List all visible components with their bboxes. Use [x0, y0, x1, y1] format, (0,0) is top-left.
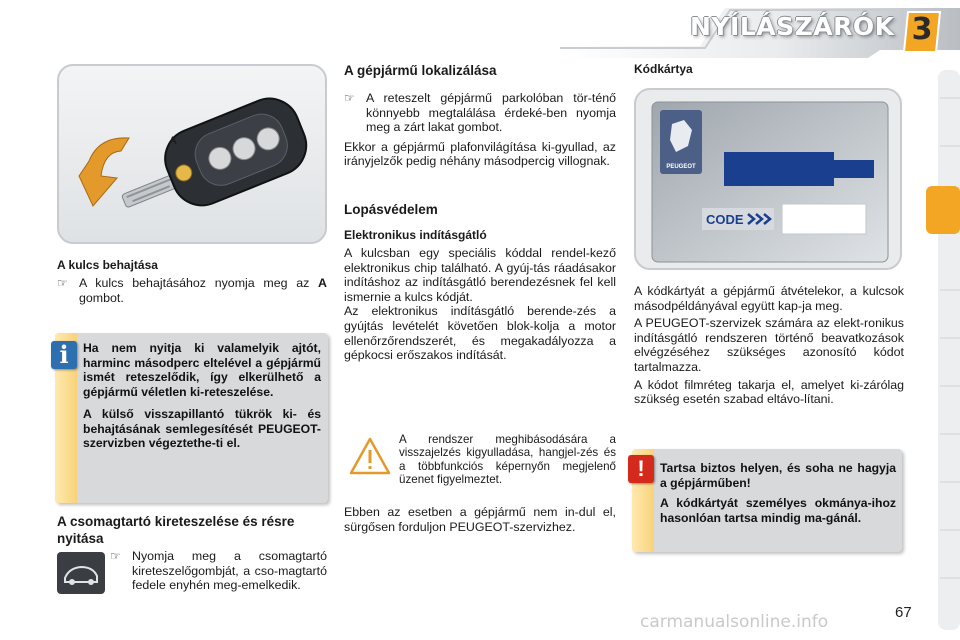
key-fold-instruction: A kulcs behajtásához nyomja meg az A gombot. — [79, 276, 327, 305]
fold-arrow-icon — [79, 138, 129, 206]
card-brand: PEUGEOT — [666, 164, 696, 170]
immobiliser-block-text: Az elektronikus indításgátló berende-zés a gyújtás levételét követően blok-kolja a motor ellenőrzőrendszerét, és megakadályozza a gépkocsi erőszakos indítását. — [344, 304, 616, 363]
warning-carry-card: A kódkártyát személyes okmánya-ihoz hasonlóan tartsa mindig ma-gánál. — [660, 496, 896, 525]
warning-keep-safe: Tartsa biztos helyen, és soha ne hagyja a gépjárműben! — [660, 461, 896, 490]
code-cover-film — [782, 204, 866, 234]
info-note-door: Ha nem nyitja ki valamelyik ajtót, harminc másodperc eltelével a gépjármű ismét reteszelődik, így elkerülhető a gépjármű véletlen ki-reteszelése. — [83, 341, 321, 399]
card-delivery-text: A kódkártyát a gépjármű átvételekor, a kulcsok másodpéldányával együtt kap-ja meg. — [634, 284, 904, 313]
pointer-hand-icon: ☞ — [57, 276, 68, 290]
locate-result: Ekkor a gépjármű plafonvilágítása ki-gyullad, az irányjelzők pedig néhány másodpercig villognak. — [344, 139, 616, 169]
fault-alert-note: A rendszer meghibásodására a visszajelzés kigyulladása, hangjel-zés és a többfunkciós képernyőn megjelenő üzenet figyelmeztet. — [399, 433, 616, 487]
active-tab — [926, 186, 960, 234]
boot-instruction: Nyomja meg a csomagtartó kireteszelőgombját, a cso-magtartó fedele enyhén meg-emelkedik. — [132, 549, 327, 593]
remote-key-icon — [59, 66, 327, 244]
fault-action-text: Ebben az esetben a gépjármű nem in-dul el, sürgősen forduljon PEUGEOT-szervizhez. — [344, 505, 616, 534]
theft-heading: Lopásvédelem — [344, 201, 438, 217]
key-fold-illustration — [57, 64, 327, 244]
card-code-label: CODE — [706, 212, 744, 227]
page-number: 67 — [895, 604, 912, 621]
card-purpose-text: A PEUGEOT-szervizek számára az elekt-ronikus indításgátló rendszeren történő beavatkozások elvégzéséhez szükséges azonosító kódot tartalmazza. — [634, 316, 904, 374]
info-note-mirrors: A külső visszapillantó tükrök ki- és behajtásának semlegesítését PEUGEOT-szervizben végeztethe-ti el. — [83, 407, 321, 450]
info-icon: i — [51, 341, 77, 369]
locate-heading: A gépjármű lokalizálása — [344, 63, 497, 78]
warning-triangle-icon — [348, 436, 392, 476]
key-button-label: A — [318, 276, 327, 290]
pointer-hand-icon: ☞ — [344, 91, 355, 105]
locate-instruction: A reteszelt gépjármű parkolóban tör-ténő könnyebb megtalálása érdeké-ben nyomja meg a zárt lakat gombot. — [366, 91, 616, 135]
chapter-number: 3 — [911, 12, 933, 47]
code-card-icon — [636, 90, 902, 270]
exclamation-icon: ! — [628, 455, 654, 483]
pointer-hand-icon: ☞ — [110, 549, 121, 563]
key-button-callout: A — [169, 135, 177, 147]
code-card-heading: Kódkártya — [634, 62, 693, 76]
boot-release-button-icon — [57, 552, 105, 594]
key-fold-heading: A kulcs behajtása — [57, 258, 158, 272]
card-film-text: A kódot filmréteg takarja el, amelyet ki-zárólag szükség esetén szabad eltávo-lítani. — [634, 377, 904, 407]
page-title: NYÍLÁSZÁRÓK — [690, 12, 895, 41]
chapter-tabs — [926, 70, 960, 630]
watermark: carmanualsonline.info — [640, 612, 829, 632]
immobiliser-chip-text: A kulcsban egy speciális kóddal rendel-kező elektronikus chip található. A gyúj-tás ráadásakor indításhoz az indításgátló berendezésnek fel kell ismernie a kulcs kódját. — [344, 245, 616, 304]
boot-heading: A csomagtartó kireteszelése és résre nyitása — [57, 514, 295, 546]
immobiliser-heading: Elektronikus indításgátló — [344, 227, 487, 242]
code-card-illustration — [634, 88, 902, 270]
